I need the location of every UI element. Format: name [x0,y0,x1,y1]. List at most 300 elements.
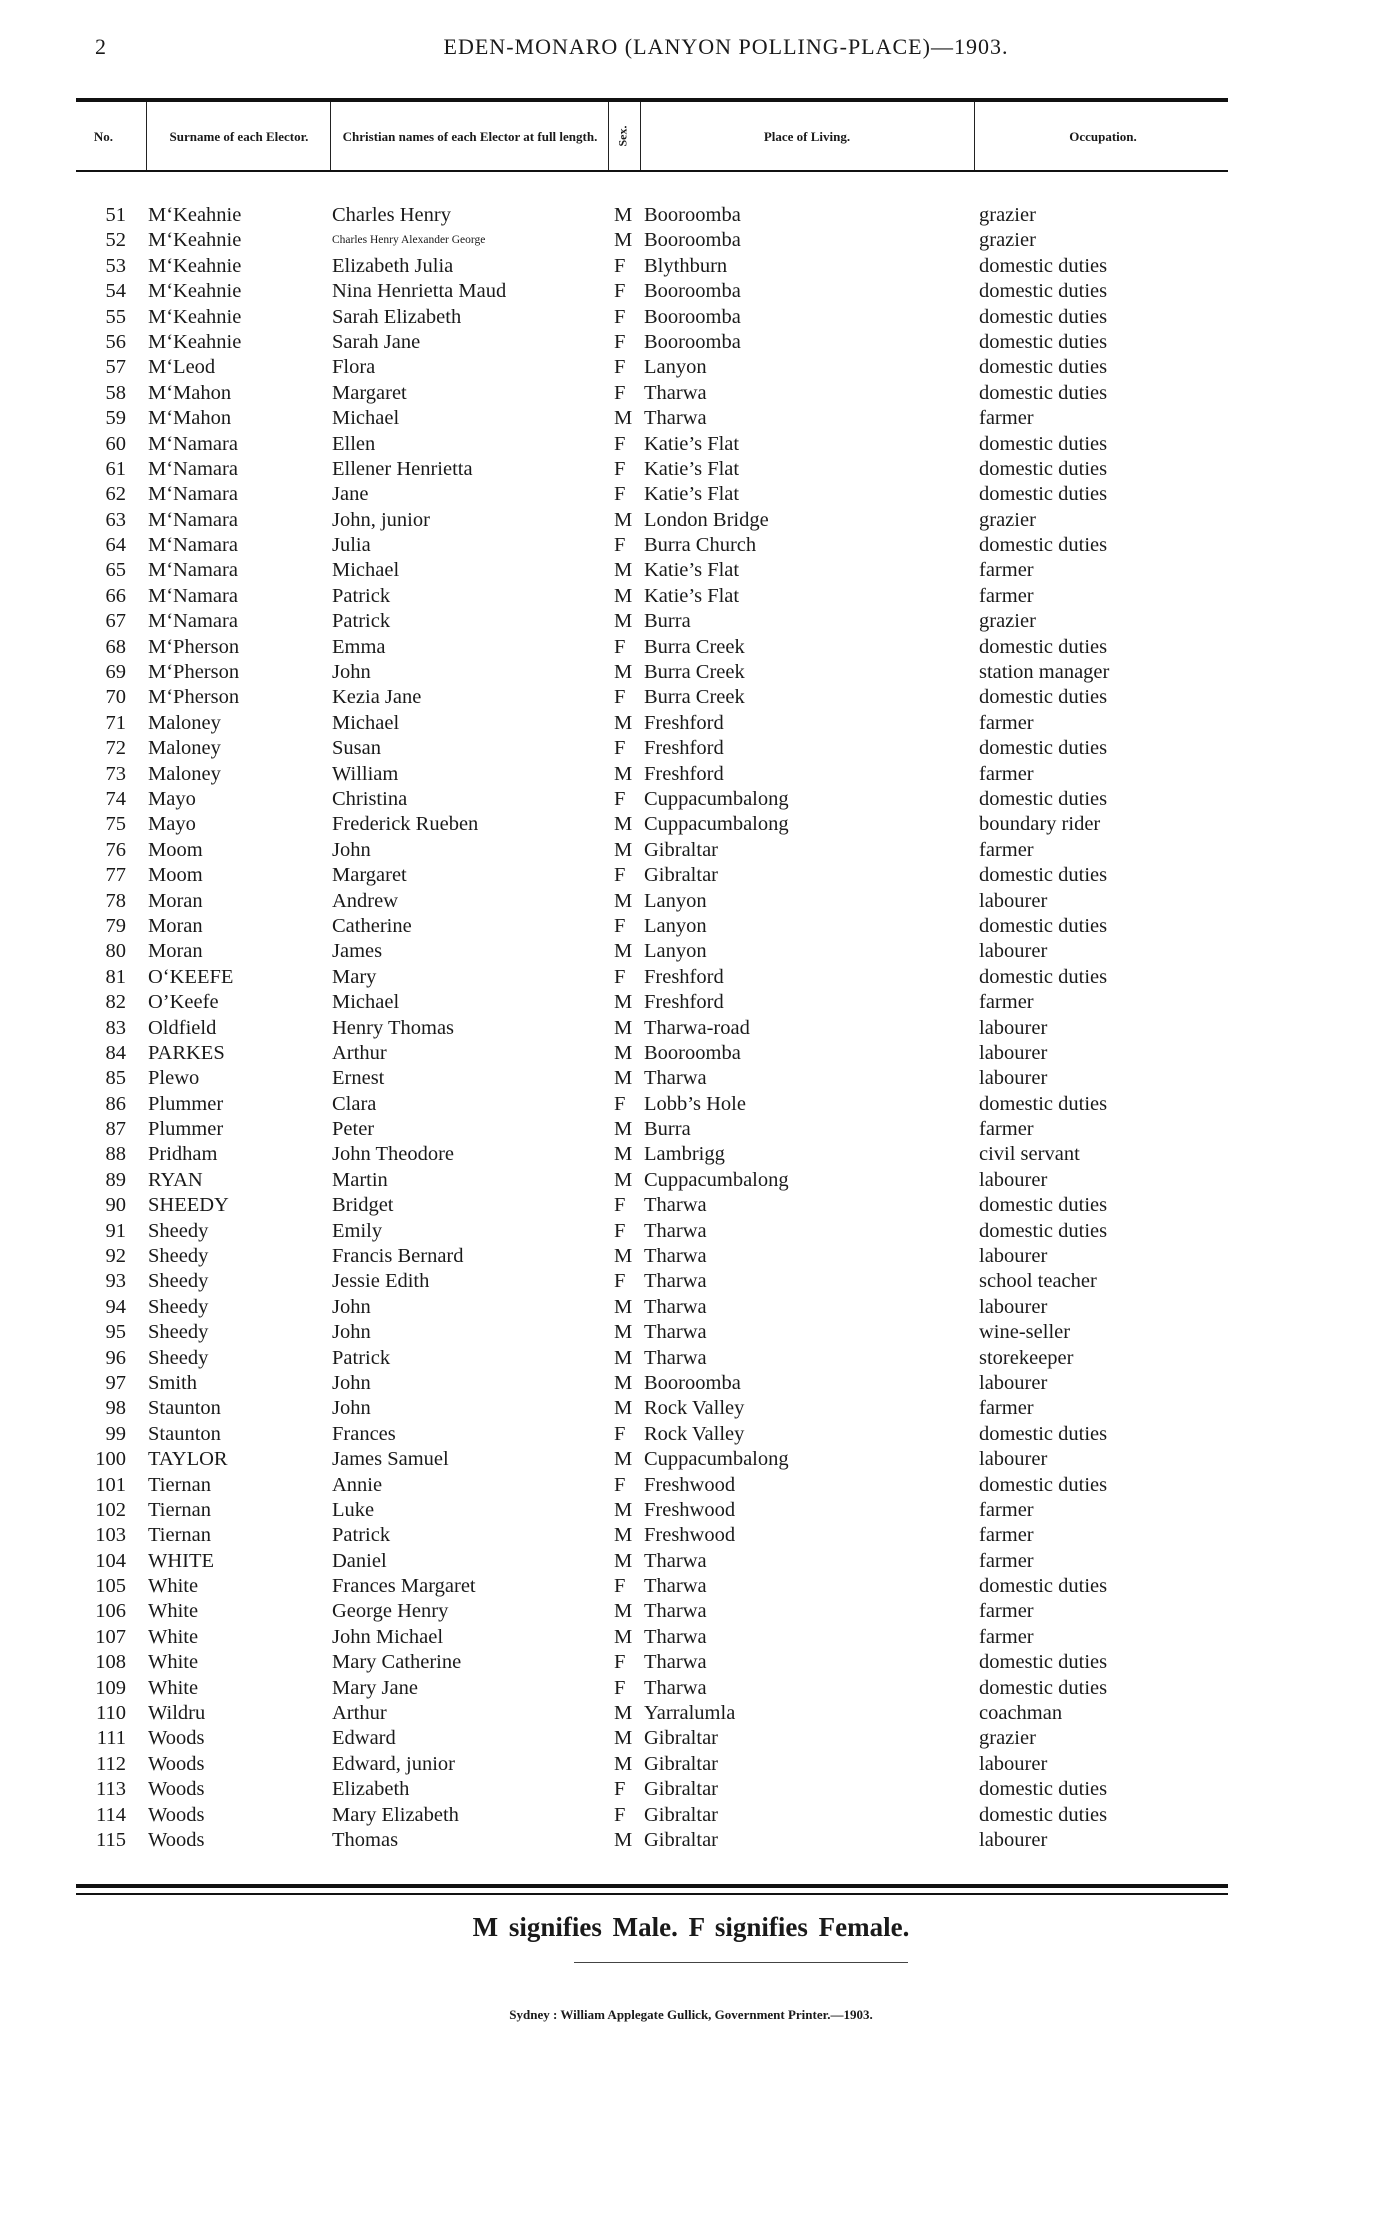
table-row [0,1295,1382,1320]
elector-number: 112 [96,1752,126,1775]
elector-sex: F [614,330,626,353]
elector-christian-names: Kezia Jane [332,686,422,709]
elector-place-of-living: Tharwa [644,407,707,430]
table-row [0,1447,1382,1472]
elector-sex: M [614,1752,633,1775]
elector-place-of-living: Katie’s Flat [644,584,740,607]
table-row [0,736,1382,761]
elector-number: 57 [105,356,126,379]
elector-surname: M‘Keahnie [148,305,242,328]
elector-christian-names: Elizabeth [332,1778,410,1801]
elector-number: 86 [105,1092,126,1115]
elector-christian-names: Jessie Edith [332,1270,430,1293]
elector-number: 105 [95,1575,126,1598]
elector-number: 106 [95,1600,126,1623]
elector-sex: M [614,610,633,633]
elector-christian-names: John Michael [332,1625,444,1648]
elector-sex: M [614,1524,633,1547]
elector-sex: M [614,838,633,861]
elector-occupation: domestic duties [979,1092,1108,1115]
elector-sex: F [614,1219,626,1242]
elector-sex: F [614,1422,626,1445]
elector-sex: M [614,1727,633,1750]
elector-occupation: farmer [979,559,1034,582]
elector-sex: F [614,1803,626,1826]
elector-place-of-living: Lanyon [644,914,707,937]
elector-christian-names: Michael [332,559,400,582]
elector-place-of-living: Freshford [644,762,724,785]
elector-sex: M [614,661,633,684]
elector-sex: F [614,254,626,277]
elector-occupation: farmer [979,762,1034,785]
elector-place-of-living: Tharwa [644,1549,707,1572]
sex-legend: M signifies Male. F signifies Female. [472,1912,910,1942]
elector-number: 53 [105,254,126,277]
elector-surname: M‘Keahnie [148,229,242,252]
column-divider [146,102,147,170]
table-row [0,863,1382,888]
elector-place-of-living: Freshford [644,737,724,760]
table-row [0,355,1382,380]
elector-place-of-living: Lanyon [644,889,707,912]
elector-christian-names: Michael [332,407,400,430]
elector-surname: M‘Leod [148,356,216,379]
elector-number: 83 [105,1016,126,1039]
elector-occupation: domestic duties [979,635,1108,658]
elector-occupation: farmer [979,711,1034,734]
elector-number: 56 [105,330,126,353]
elector-sex: M [614,1321,633,1344]
elector-sex: F [614,1676,626,1699]
elector-number: 87 [105,1118,126,1141]
table-row [0,1574,1382,1599]
elector-number: 58 [105,381,126,404]
elector-christian-names: Mary [332,965,377,988]
elector-place-of-living: Gibraltar [644,1752,718,1775]
elector-number: 72 [105,737,126,760]
table-row [0,609,1382,634]
elector-sex: F [614,1473,626,1496]
elector-occupation: domestic duties [979,1422,1108,1445]
elector-surname: M‘Mahon [148,407,232,430]
elector-christian-names: Catherine [332,914,412,937]
elector-number: 70 [105,686,126,709]
elector-place-of-living: Freshwood [644,1473,736,1496]
elector-place-of-living: Gibraltar [644,1778,718,1801]
table-row [0,889,1382,914]
elector-occupation: labourer [979,1016,1048,1039]
elector-number: 109 [95,1676,126,1699]
table-row [0,939,1382,964]
elector-sex: M [614,1600,633,1623]
elector-occupation: domestic duties [979,356,1108,379]
elector-christian-names: Clara [332,1092,377,1115]
table-row [0,762,1382,787]
elector-christian-names: Edward, junior [332,1752,455,1775]
elector-christian-names: Sarah Jane [332,330,421,353]
elector-occupation: farmer [979,1397,1034,1420]
elector-place-of-living: Tharwa [644,1625,707,1648]
elector-number: 80 [105,940,126,963]
elector-christian-names: Patrick [332,610,391,633]
elector-sex: F [614,787,626,810]
elector-surname: SHEEDY [148,1194,229,1217]
elector-occupation: domestic duties [979,1676,1108,1699]
elector-sex: F [614,457,626,480]
elector-occupation: domestic duties [979,254,1108,277]
elector-surname: M‘Keahnie [148,330,242,353]
elector-occupation: labourer [979,1245,1048,1268]
elector-number: 91 [105,1219,126,1242]
elector-number: 115 [96,1829,126,1851]
elector-sex: M [614,991,633,1014]
column-header-no: No. [93,128,114,144]
elector-surname: M‘Pherson [148,661,240,684]
elector-occupation: labourer [979,1168,1048,1191]
elector-sex: M [614,1168,633,1191]
elector-occupation: grazier [979,610,1036,633]
elector-sex: F [614,356,626,379]
elector-number: 74 [105,787,126,810]
elector-christian-names: Daniel [332,1549,387,1572]
elector-place-of-living: Gibraltar [644,1803,718,1826]
elector-surname: O‘KEEFE [148,965,234,988]
elector-surname: Moran [148,940,203,963]
elector-christian-names: Bridget [332,1194,394,1217]
elector-christian-names: John [332,838,371,861]
elector-occupation: farmer [979,1549,1034,1572]
table-row [0,990,1382,1015]
elector-place-of-living: Burra Creek [644,686,745,709]
elector-occupation: civil servant [979,1143,1080,1166]
elector-surname: White [148,1625,199,1648]
table-row [0,305,1382,330]
table-row [0,685,1382,710]
elector-number: 65 [105,559,126,582]
table-row [0,1752,1382,1777]
elector-number: 63 [105,508,126,531]
elector-place-of-living: Freshford [644,711,724,734]
elector-christian-names: James Samuel [332,1448,449,1471]
elector-number: 114 [96,1803,126,1826]
elector-sex: F [614,1575,626,1598]
elector-surname: Woods [148,1752,205,1775]
elector-surname: Wildru [148,1702,206,1725]
table-row [0,508,1382,533]
elector-occupation: farmer [979,838,1034,861]
elector-surname: M‘Namara [148,610,238,633]
elector-place-of-living: Tharwa [644,1270,707,1293]
elector-number: 95 [105,1321,126,1344]
elector-sex: M [614,1702,633,1725]
elector-number: 69 [105,661,126,684]
elector-sex: M [614,1118,633,1141]
elector-number: 75 [105,813,126,836]
elector-christian-names: Elizabeth Julia [332,254,454,277]
table-row [0,584,1382,609]
elector-occupation: domestic duties [979,534,1108,557]
elector-number: 88 [105,1143,126,1166]
elector-sex: M [614,204,633,226]
elector-christian-names: Ernest [332,1067,385,1090]
table-row [0,1066,1382,1091]
elector-occupation: domestic duties [979,737,1108,760]
elector-place-of-living: Booroomba [644,204,741,226]
elector-surname: Plummer [148,1118,224,1141]
elector-christian-names: Ellen [332,432,376,455]
elector-occupation: labourer [979,1371,1048,1394]
elector-surname: M‘Namara [148,457,238,480]
elector-christian-names: Thomas [332,1829,399,1851]
elector-occupation: farmer [979,1625,1034,1648]
elector-sex: F [614,1270,626,1293]
elector-place-of-living: Katie’s Flat [644,483,740,506]
elector-sex: F [614,1194,626,1217]
elector-occupation: farmer [979,1118,1034,1141]
elector-surname: M‘Keahnie [148,280,242,303]
elector-surname: TAYLOR [148,1448,228,1471]
elector-sex: F [614,1092,626,1115]
elector-place-of-living: Gibraltar [644,1727,718,1750]
elector-place-of-living: Rock Valley [644,1397,745,1420]
elector-number: 71 [105,711,126,734]
elector-number: 85 [105,1067,126,1090]
elector-place-of-living: Gibraltar [644,838,718,861]
elector-christian-names: Patrick [332,1524,391,1547]
elector-christian-names: John [332,1397,371,1420]
elector-christian-names: Margaret [332,864,407,887]
header-top-rule [76,98,1228,102]
elector-sex: F [614,686,626,709]
elector-christian-names: Martin [332,1168,388,1191]
table-row [0,457,1382,482]
elector-surname: Maloney [148,711,221,734]
elector-place-of-living: Cuppacumbalong [644,813,789,836]
elector-place-of-living: Tharwa-road [644,1016,750,1039]
elector-occupation: labourer [979,1067,1048,1090]
elector-occupation: farmer [979,1524,1034,1547]
elector-number: 64 [105,534,126,557]
table-row [0,279,1382,304]
elector-number: 77 [105,864,126,887]
elector-occupation: domestic duties [979,1651,1108,1674]
table-end-rule-thick [76,1884,1228,1888]
elector-number: 60 [105,432,126,455]
elector-sex: M [614,508,633,531]
elector-occupation: domestic duties [979,1194,1108,1217]
elector-sex: M [614,1245,633,1268]
elector-occupation: domestic duties [979,1778,1108,1801]
elector-place-of-living: Burra Creek [644,635,745,658]
elector-occupation: grazier [979,1727,1036,1750]
table-row [0,1320,1382,1345]
elector-surname: M‘Mahon [148,381,232,404]
elector-christian-names: Andrew [332,889,399,912]
elector-surname: Maloney [148,762,221,785]
elector-surname: Sheedy [148,1321,209,1344]
column-divider [974,102,975,170]
elector-occupation: domestic duties [979,305,1108,328]
elector-number: 113 [96,1778,126,1801]
elector-surname: Woods [148,1829,205,1851]
elector-surname: Oldfield [148,1016,217,1039]
elector-sex: F [614,737,626,760]
table-row [0,381,1382,406]
elector-occupation: labourer [979,1295,1048,1318]
column-divider [330,102,331,170]
page-title: EDEN-MONARO (LANYON POLLING-PLACE)—1903. [443,34,1009,59]
elector-occupation: farmer [979,407,1034,430]
elector-number: 54 [105,280,126,303]
elector-christian-names: Annie [332,1473,383,1496]
elector-sex: F [614,914,626,937]
elector-christian-names: Emma [332,635,386,658]
elector-occupation: school teacher [979,1270,1097,1293]
table-row [0,533,1382,558]
elector-occupation: domestic duties [979,787,1108,810]
elector-place-of-living: Tharwa [644,1067,707,1090]
elector-number: 100 [95,1448,126,1471]
elector-number: 98 [105,1397,126,1420]
elector-occupation: domestic duties [979,280,1108,303]
elector-number: 103 [95,1524,126,1547]
elector-sex: F [614,965,626,988]
table-end-rule-thin [76,1893,1228,1895]
elector-surname: PARKES [148,1041,225,1064]
elector-occupation: domestic duties [979,686,1108,709]
table-row [0,1244,1382,1269]
elector-surname: Moran [148,914,203,937]
elector-sex: F [614,635,626,658]
elector-number: 101 [95,1473,126,1496]
elector-sex: F [614,1778,626,1801]
elector-place-of-living: Tharwa [644,1321,707,1344]
elector-surname: Moom [148,838,203,861]
table-row [0,660,1382,685]
elector-surname: Woods [148,1803,205,1826]
elector-place-of-living: Tharwa [644,1219,707,1242]
elector-christian-names: George Henry [332,1600,449,1623]
table-row [0,965,1382,990]
elector-occupation: domestic duties [979,381,1108,404]
elector-sex: M [614,1067,633,1090]
elector-sex: F [614,534,626,557]
elector-occupation: domestic duties [979,483,1108,506]
elector-sex: M [614,762,633,785]
elector-number: 62 [105,483,126,506]
elector-christian-names: Emily [332,1219,383,1242]
table-row [0,787,1382,812]
elector-surname: M‘Namara [148,432,238,455]
table-row [0,1422,1382,1447]
elector-christian-names: Margaret [332,381,407,404]
elector-place-of-living: Booroomba [644,280,741,303]
elector-place-of-living: Blythburn [644,254,728,277]
table-row [0,1193,1382,1218]
table-row [0,1016,1382,1041]
elector-occupation: labourer [979,940,1048,963]
elector-surname: WHITE [148,1549,215,1572]
elector-surname: Mayo [148,787,196,810]
elector-sex: F [614,305,626,328]
table-row [0,1701,1382,1726]
table-row [0,711,1382,736]
column-header-occupation: Occupation. [1069,128,1137,144]
elector-sex: M [614,1498,633,1521]
elector-place-of-living: Lobb’s Hole [644,1092,746,1115]
elector-surname: White [148,1575,199,1598]
table-row [0,1650,1382,1675]
elector-occupation: wine-seller [979,1321,1071,1344]
elector-place-of-living: Tharwa [644,1245,707,1268]
elector-christian-names: Edward [332,1727,396,1750]
table-row [0,1625,1382,1650]
table-row [0,1473,1382,1498]
elector-surname: O’Keefe [148,991,219,1014]
elector-place-of-living: Rock Valley [644,1422,745,1445]
elector-surname: M‘Namara [148,508,238,531]
elector-surname: RYAN [148,1168,203,1191]
table-row [0,914,1382,939]
elector-christian-names: Patrick [332,584,391,607]
elector-sex: M [614,889,633,912]
table-row [0,1498,1382,1523]
elector-place-of-living: Booroomba [644,229,741,252]
elector-place-of-living: Burra Creek [644,661,745,684]
column-header-christian-names: Christian names of each Elector at full length. [342,128,598,144]
elector-sex: M [614,407,633,430]
table-row [0,1142,1382,1167]
table-row [0,1269,1382,1294]
elector-sex: M [614,1295,633,1318]
elector-surname: M‘Namara [148,584,238,607]
table-row [0,558,1382,583]
table-row [0,1549,1382,1574]
elector-sex: M [614,1397,633,1420]
elector-occupation: domestic duties [979,1219,1108,1242]
table-row [0,406,1382,431]
elector-sex: M [614,1448,633,1471]
elector-sex: F [614,1651,626,1674]
table-row [0,635,1382,660]
elector-surname: M‘Pherson [148,686,240,709]
page-number: 2 [95,34,106,59]
elector-sex: F [614,864,626,887]
elector-christian-names: John Theodore [332,1143,455,1166]
elector-christian-names: Peter [332,1118,375,1141]
elector-sex: M [614,584,633,607]
elector-surname: Sheedy [148,1346,209,1369]
elector-occupation: farmer [979,1600,1034,1623]
elector-place-of-living: Cuppacumbalong [644,1168,789,1191]
elector-surname: White [148,1651,199,1674]
elector-sex: M [614,1016,633,1039]
elector-christian-names: James [332,940,383,963]
elector-number: 51 [105,204,126,226]
elector-number: 82 [105,991,126,1014]
table-row [0,1346,1382,1371]
elector-christian-names: Frances [332,1422,396,1445]
elector-number: 78 [105,889,126,912]
elector-number: 104 [95,1549,126,1572]
elector-surname: Tiernan [148,1473,212,1496]
elector-place-of-living: Burra [644,610,691,633]
elector-place-of-living: Booroomba [644,305,741,328]
elector-place-of-living: Tharwa [644,1575,707,1598]
elector-occupation: storekeeper [979,1346,1074,1369]
elector-christian-names: Mary Elizabeth [332,1803,459,1826]
elector-christian-names: John [332,1371,371,1394]
